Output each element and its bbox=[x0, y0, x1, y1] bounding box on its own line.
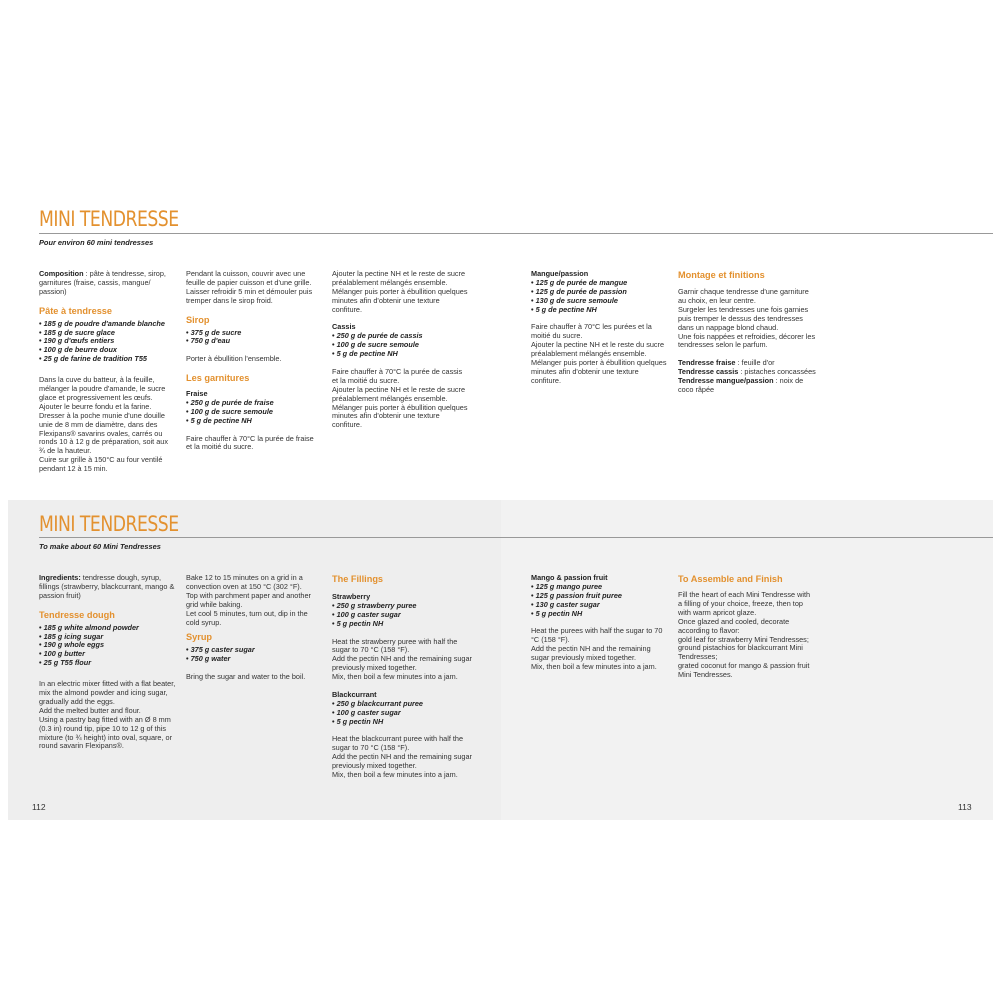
subheading-mango: Mango & passion fruit bbox=[531, 573, 608, 582]
column-3-en bbox=[332, 574, 472, 789]
cuisson-text: Pendant la cuisson, couvrir avec une feuille de papier cuisson et d'une grille. Laisser refroidir 5 min et démouler puis tremper dans le sirop froid. bbox=[186, 269, 313, 305]
list-cassis bbox=[332, 332, 468, 359]
page-title-fr: MINI TENDRESSE bbox=[39, 207, 179, 231]
list-item: • 100 g butter bbox=[39, 650, 179, 659]
heading-assemble: To Assemble and Finish bbox=[678, 574, 783, 584]
list-item: • 125 g de purée de passion bbox=[531, 288, 667, 297]
method-syrup: Bring the sugar and water to the boil. bbox=[186, 672, 306, 682]
heading-garnitures: Les garnitures bbox=[186, 373, 250, 384]
list-item: • 190 g d'œufs entiers bbox=[39, 337, 172, 346]
list-item: • 250 g blackcurrant puree bbox=[332, 700, 472, 709]
method-mangue: Faire chauffer à 70°C les purées et la moitié du sucre. Ajouter la pectine NH et le reste du sucre préalablement mélangés ensemble. Mélanger puis porter à ébullition quelques minutes afin d'obtenir une texture confiture. bbox=[531, 322, 667, 385]
page-number-right: 113 bbox=[958, 802, 972, 812]
list-item: • 25 g T55 flour bbox=[39, 659, 179, 668]
column-5-en bbox=[678, 574, 816, 689]
list-item: • 185 g de sucre glace bbox=[39, 329, 172, 338]
heading-sirop: Sirop bbox=[186, 314, 210, 325]
title-rule-en bbox=[39, 537, 993, 538]
finish-fraise-text: : feuille d'or bbox=[735, 358, 775, 368]
list-item: • 100 g caster sugar bbox=[332, 611, 472, 620]
list-item: • 5 g pectin NH bbox=[531, 610, 667, 619]
list-item: • 185 g white almond powder bbox=[39, 624, 179, 633]
subheading-blackcurrant: Blackcurrant bbox=[332, 689, 377, 699]
list-item: • 125 g de purée de mangue bbox=[531, 279, 667, 288]
column-1-fr bbox=[39, 270, 172, 483]
subheading-mangue: Mangue/passion bbox=[531, 269, 589, 278]
list-item: • 375 g de sucre bbox=[186, 329, 320, 338]
list-item: • 100 g caster sugar bbox=[332, 709, 472, 718]
method-fraise: Faire chauffer à 70°C la purée de fraise et la moitié du sucre. bbox=[186, 433, 314, 452]
finish-mangue-text: : noix de coco râpée bbox=[678, 376, 804, 394]
finish-cassis-label: Tendresse cassis bbox=[678, 367, 739, 377]
method-strawberry: Heat the strawberry puree with half the sugar to 70 °C (158 °F). Add the pectin NH and the remaining sugar previously mixed together. Mix, then boil a few minutes into a jam. bbox=[332, 636, 472, 682]
method-montage: Garnir chaque tendresse d'une garniture au choix, en leur centre. Surgeler les tendresses une fois garnies puis tremper le dessus des tendresses dans un nappage blond chaud. Une fois nappées et refroidies, décorer les tendresses selon le parfum. bbox=[678, 287, 816, 350]
list-mangue bbox=[531, 279, 667, 315]
subheading-cassis: Cassis bbox=[332, 322, 356, 332]
heading-montage: Montage et finitions bbox=[678, 270, 765, 280]
column-2-en bbox=[186, 574, 322, 691]
finish-mangue bbox=[678, 377, 818, 395]
ingredients-text: tendresse dough, syrup, fillings (strawberry, blackcurrant, mango & passion fruit) bbox=[39, 573, 175, 600]
list-item: • 375 g caster sugar bbox=[186, 646, 322, 655]
method-dough: In an electric mixer fitted with a flat beater, mix the almond powder and icing sugar, gradually add the eggs. Add the melted butter and flour. Using a pastry bag fitted with an Ø 8 mm (0.3 in) round tip, pipe 10 to 12 g of this mixture (to ¾ height) into oval, square, or round savarin Flexipans®. bbox=[39, 679, 176, 751]
list-fraise bbox=[186, 399, 320, 426]
list-pate bbox=[39, 320, 172, 365]
subheading-fraise: Fraise bbox=[186, 389, 208, 399]
method-pate: Dans la cuve du batteur, à la feuille, mélanger la poudre d'amande, le sucre glace et progressivement les œufs. Ajouter le beurre fondu et la farine. Dresser à la poche munie d'une douille unie de 8 mm de diamètre, dans des Flexipans® savarins ovales, carrés ou ronds 10 à 12 g de préparation, soit aux ¾ de la hauteur. Cuire sur grille à 150°C au four ventilé pendant 12 à 15 min. bbox=[39, 375, 168, 474]
column-2-fr bbox=[186, 270, 320, 461]
column-4-en bbox=[531, 574, 667, 681]
method-fraise-2: Ajouter la pectine NH et le reste de sucre préalablement mélangés ensemble. Mélanger puis porter à ébullition quelques minutes afin d'obtenir une texture confiture. bbox=[332, 269, 468, 314]
heading-fillings: The Fillings bbox=[332, 574, 384, 584]
list-item: • 130 g de sucre semoule bbox=[531, 297, 667, 306]
composition-text: : pâte à tendresse, sirop, garnitures (fraise, cassis, mangue/ passion) bbox=[39, 269, 166, 296]
method-cassis: Faire chauffer à 70°C la purée de cassis et la moitié du sucre. Ajouter la pectine NH et le reste de sucre préalablement mélangés ensemble. Mélanger puis porter à ébullition quelques minutes afin d'obtenir une texture confiture. bbox=[332, 366, 468, 430]
subtitle-fr: Pour environ 60 mini tendresses bbox=[39, 238, 154, 247]
list-item: • 5 g pectin NH bbox=[332, 620, 472, 629]
list-item: • 100 g de beurre doux bbox=[39, 346, 172, 355]
composition-fr bbox=[39, 270, 172, 297]
english-section bbox=[8, 500, 993, 820]
ingredients-en bbox=[39, 574, 179, 601]
composition-label: Composition bbox=[39, 269, 84, 278]
list-item: • 100 g de sucre semoule bbox=[332, 341, 468, 350]
list-strawberry bbox=[332, 602, 472, 629]
list-blackcurrant bbox=[332, 700, 472, 727]
column-3-fr bbox=[332, 270, 468, 439]
method-sirop: Porter à ébullition l'ensemble. bbox=[186, 354, 282, 364]
list-item: • 750 g water bbox=[186, 655, 322, 664]
page-number-left: 112 bbox=[32, 802, 46, 812]
list-item: • 185 g de poudre d'amande blanche bbox=[39, 320, 172, 329]
column-4-fr bbox=[531, 270, 667, 395]
list-item: • 250 g strawberry puree bbox=[332, 602, 472, 611]
list-item: • 250 g de purée de fraise bbox=[186, 399, 320, 408]
list-item: • 100 g de sucre semoule bbox=[186, 408, 320, 417]
heading-syrup: Syrup bbox=[186, 632, 213, 643]
list-item: • 25 g de farine de tradition T55 bbox=[39, 355, 172, 364]
list-item: • 125 g passion fruit puree bbox=[531, 592, 667, 601]
list-item: • 250 g de purée de cassis bbox=[332, 332, 468, 341]
list-item: • 5 g pectin NH bbox=[332, 718, 472, 727]
page-title-en: MINI TENDRESSE bbox=[39, 512, 179, 536]
list-item: • 5 g de pectine NH bbox=[531, 306, 667, 315]
list-item: • 5 g de pectine NH bbox=[332, 350, 468, 359]
list-item: • 130 g caster sugar bbox=[531, 601, 667, 610]
list-sirop bbox=[186, 329, 320, 347]
heading-pate: Pâte à tendresse bbox=[39, 305, 113, 316]
list-item: • 750 g d'eau bbox=[186, 337, 320, 346]
heading-dough: Tendresse dough bbox=[39, 609, 115, 620]
list-item: • 190 g whole eggs bbox=[39, 641, 179, 650]
list-item: • 125 g mango puree bbox=[531, 583, 667, 592]
subheading-strawberry: Strawberry bbox=[332, 592, 371, 601]
subtitle-en: To make about 60 Mini Tendresses bbox=[39, 542, 161, 551]
list-dough bbox=[39, 624, 179, 669]
method-blackcurrant: Heat the blackcurrant puree with half the sugar to 70 °C (158 °F). Add the pectin NH and the remaining sugar previously mixed together. Mix, then boil a few minutes into a jam. bbox=[332, 734, 472, 780]
list-mango bbox=[531, 583, 667, 619]
list-item: • 185 g icing sugar bbox=[39, 633, 179, 642]
ingredients-label: Ingredients: bbox=[39, 573, 81, 582]
method-assemble: Fill the heart of each Mini Tendresse with a filling of your choice, freeze, then top with warm apricot glaze. Once glazed and cooled, decorate according to flavor: gold leaf for strawberry Mini Tendresses; ground pistachios for blackcurrant Mini Tendresses; grated coconut for mango & passion fruit Mini Tendresses. bbox=[678, 590, 811, 680]
list-syrup bbox=[186, 646, 322, 664]
bake-text: Bake 12 to 15 minutes on a grid in a convection oven at 150 °C (302 °F). Top with parchment paper and another grid while baking. Let cool 5 minutes, turn out, dip in the cold syrup. bbox=[186, 573, 311, 627]
finish-mangue-label: Tendresse mangue/passion bbox=[678, 376, 774, 386]
finish-fraise-label: Tendresse fraise bbox=[678, 358, 736, 368]
finish-cassis-text: : pistaches concassées bbox=[738, 367, 816, 377]
title-rule-fr bbox=[39, 233, 993, 234]
list-item: • 5 g de pectine NH bbox=[186, 417, 320, 426]
method-mango: Heat the purees with half the sugar to 70 °C (158 °F). Add the pectin NH and the remaining sugar previously mixed together. Mix, then boil a few minutes into a jam. bbox=[531, 626, 663, 672]
column-5-fr bbox=[678, 270, 818, 395]
column-1-en bbox=[39, 574, 179, 760]
